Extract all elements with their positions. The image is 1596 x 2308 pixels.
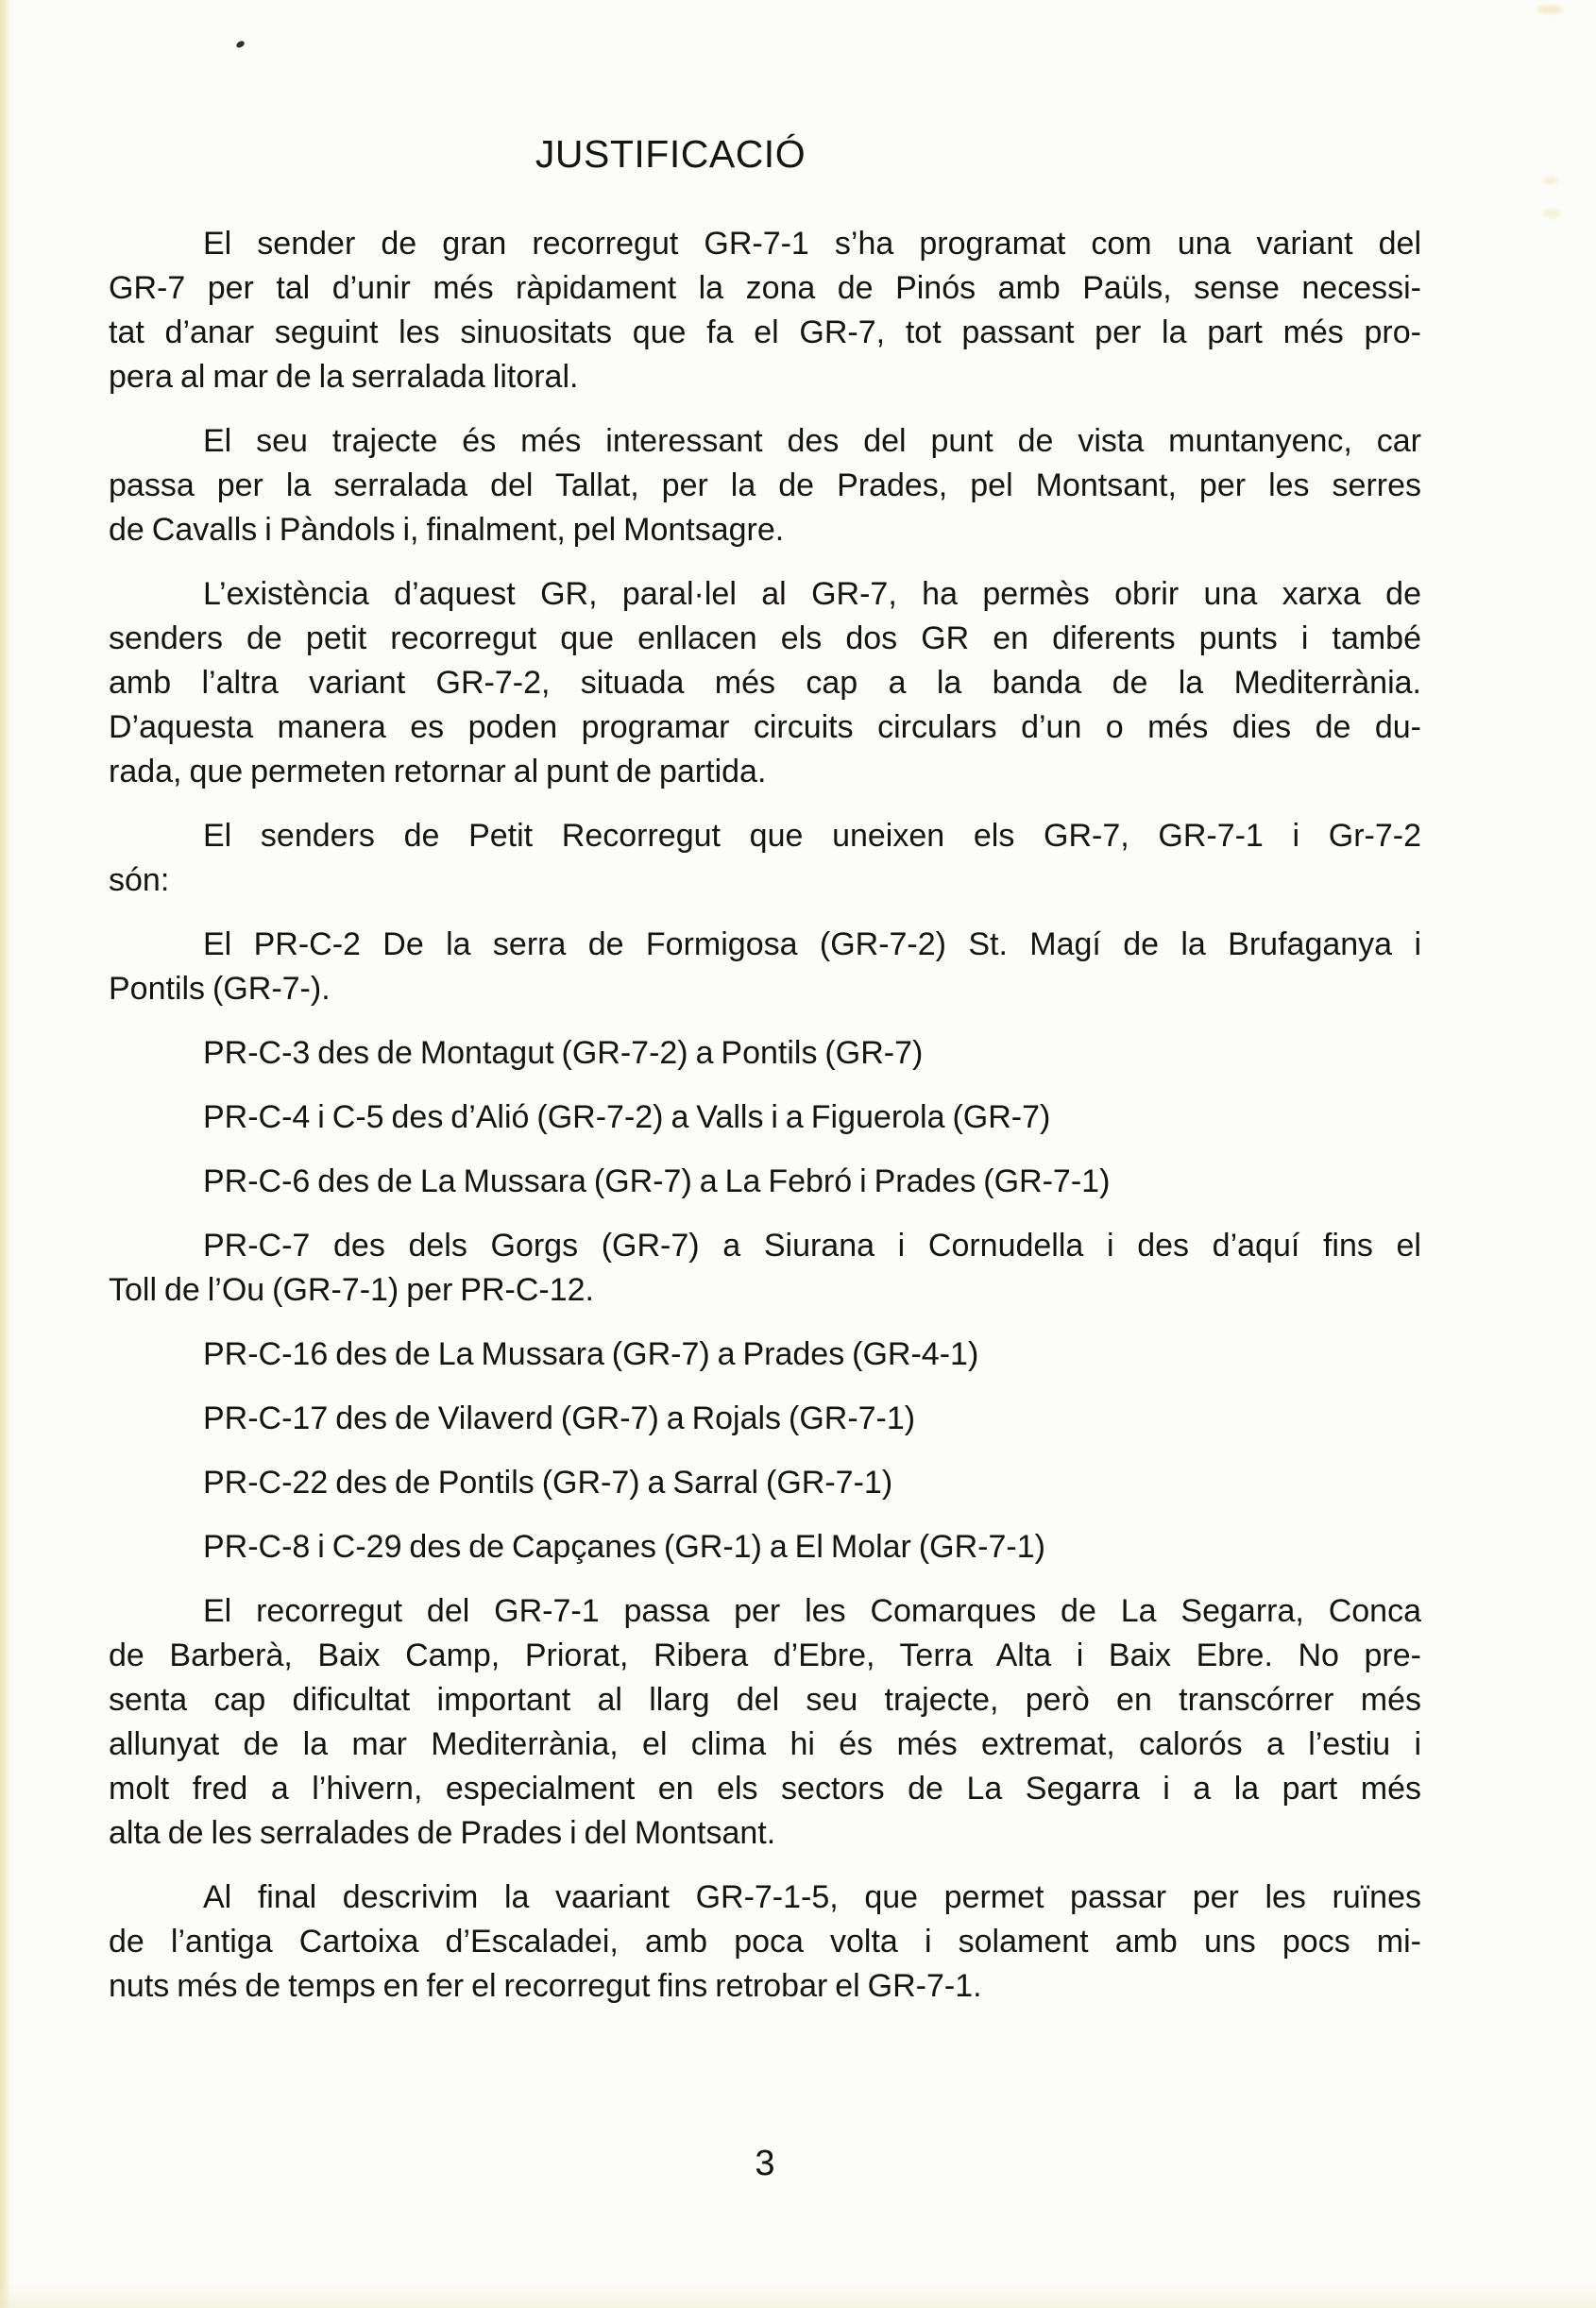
paragraph <box>109 1332 1421 1377</box>
text-line: de Cavalls i Pàndols i, finalment, pel Montsagre. <box>109 512 785 548</box>
page-number: 3 <box>755 2144 775 2183</box>
page-body <box>109 222 1421 2009</box>
text-line: PR-C-4 i C-5 des d’Alió (GR-7-2) a Valls i a Figuerola (GR-7) <box>203 1099 1051 1135</box>
paragraph <box>109 1224 1421 1313</box>
text-line: PR-C-3 des de Montagut (GR-7-2) a Pontils (GR-7) <box>203 1035 924 1071</box>
text-line: allunyat de la mar Mediterrània, el clima hi és més extremat, calorós a l’estiu i <box>109 1726 1421 1762</box>
page-title: JUSTIFICACIÓ <box>535 132 806 176</box>
text-line: alta de les serralades de Prades i del Montsant. <box>109 1815 776 1851</box>
paragraph <box>109 1525 1421 1570</box>
text-line: El senders de Petit Recorregut que uneixen els GR-7, GR-7-1 i Gr-7-2 <box>203 818 1421 854</box>
text-line: PR-C-8 i C-29 des de Capçanes (GR-1) a El Molar (GR-7-1) <box>203 1529 1045 1565</box>
text-line: El recorregut del GR-7-1 passa per les Comarques de La Segarra, Conca <box>203 1593 1421 1629</box>
paragraph <box>109 1461 1421 1505</box>
text-line: passa per la serralada del Tallat, per la de Prades, pel Montsant, per les serres <box>109 467 1421 503</box>
paragraph <box>109 1095 1421 1140</box>
text-line: senta cap dificultat important al llarg del seu trajecte, però en transcórrer més <box>109 1682 1421 1718</box>
text-line: molt fred a l’hivern, especialment en els sectors de La Segarra i a la part més <box>109 1771 1421 1807</box>
text-line: tat d’anar seguint les sinuositats que fa el GR-7, tot passant per la part més pro- <box>109 314 1421 350</box>
paragraph <box>109 222 1421 399</box>
text-line: PR-C-17 des de Vilaverd (GR-7) a Rojals (GR-7-1) <box>203 1400 916 1436</box>
paragraph <box>109 1589 1421 1856</box>
text-line: de l’antiga Cartoixa d’Escaladei, amb poca volta i solament amb uns pocs mi- <box>109 1924 1421 1960</box>
scan-smudge <box>1543 210 1560 217</box>
scan-edge-bottom <box>0 2283 1596 2308</box>
text-line: GR-7 per tal d’unir més ràpidament la zona de Pinós amb Paüls, sense necessi- <box>109 270 1421 306</box>
text-line: senders de petit recorregut que enllacen els dos GR en diferents punts i també <box>109 620 1421 656</box>
text-line: amb l’altra variant GR-7-2, situada més cap a la banda de la Mediterrània. <box>109 665 1421 701</box>
text-line: rada, que permeten retornar al punt de partida. <box>109 754 767 789</box>
paragraph <box>109 923 1421 1011</box>
paragraph <box>109 1160 1421 1204</box>
text-line: són: <box>109 862 170 898</box>
paragraph <box>109 419 1421 552</box>
ink-speck <box>235 40 246 49</box>
text-line: L’existència d’aquest GR, paral·lel al GR-7, ha permès obrir una xarxa de <box>203 576 1421 612</box>
paragraph <box>109 814 1421 903</box>
text-line: El sender de gran recorregut GR-7-1 s’ha programat com una variant del <box>203 226 1421 262</box>
text-line: Al final descrivim la vaariant GR-7-1-5, que permet passar per les ruïnes <box>203 1879 1421 1915</box>
text-line: Toll de l’Ou (GR-7-1) per PR-C-12. <box>109 1272 594 1308</box>
text-line: D’aquesta manera es poden programar circuits circulars d’un o més dies de du- <box>109 709 1421 745</box>
text-line: Pontils (GR-7-). <box>109 971 331 1007</box>
text-line: PR-C-6 des de La Mussara (GR-7) a La Febró i Prades (GR-7-1) <box>203 1163 1111 1199</box>
paragraph <box>109 572 1421 794</box>
text-line: PR-C-16 des de La Mussara (GR-7) a Prades (GR-4-1) <box>203 1336 979 1372</box>
paragraph <box>109 1031 1421 1076</box>
text-line: El PR-C-2 De la serra de Formigosa (GR-7-2) St. Magí de la Brufaganya i <box>203 926 1421 962</box>
text-line: PR-C-22 des de Pontils (GR-7) a Sarral (GR-7-1) <box>203 1465 893 1501</box>
paragraph <box>109 1397 1421 1441</box>
scan-edge-left <box>0 0 15 2308</box>
text-line: nuts més de temps en fer el recorregut fins retrobar el GR-7-1. <box>109 1968 982 2004</box>
text-line: PR-C-7 des dels Gorgs (GR-7) a Siurana i Cornudella i des d’aquí fins el <box>203 1228 1421 1264</box>
text-line: pera al mar de la serralada litoral. <box>109 359 579 395</box>
paragraph <box>109 1875 1421 2009</box>
text-line: El seu trajecte és més interessant des del punt de vista muntanyenc, car <box>203 423 1421 459</box>
page-content <box>109 132 1421 2009</box>
text-line: de Barberà, Baix Camp, Priorat, Ribera d’Ebre, Terra Alta i Baix Ebre. No pre- <box>109 1638 1421 1673</box>
scan-smudge <box>1543 178 1558 184</box>
scan-smudge <box>1537 6 1562 13</box>
